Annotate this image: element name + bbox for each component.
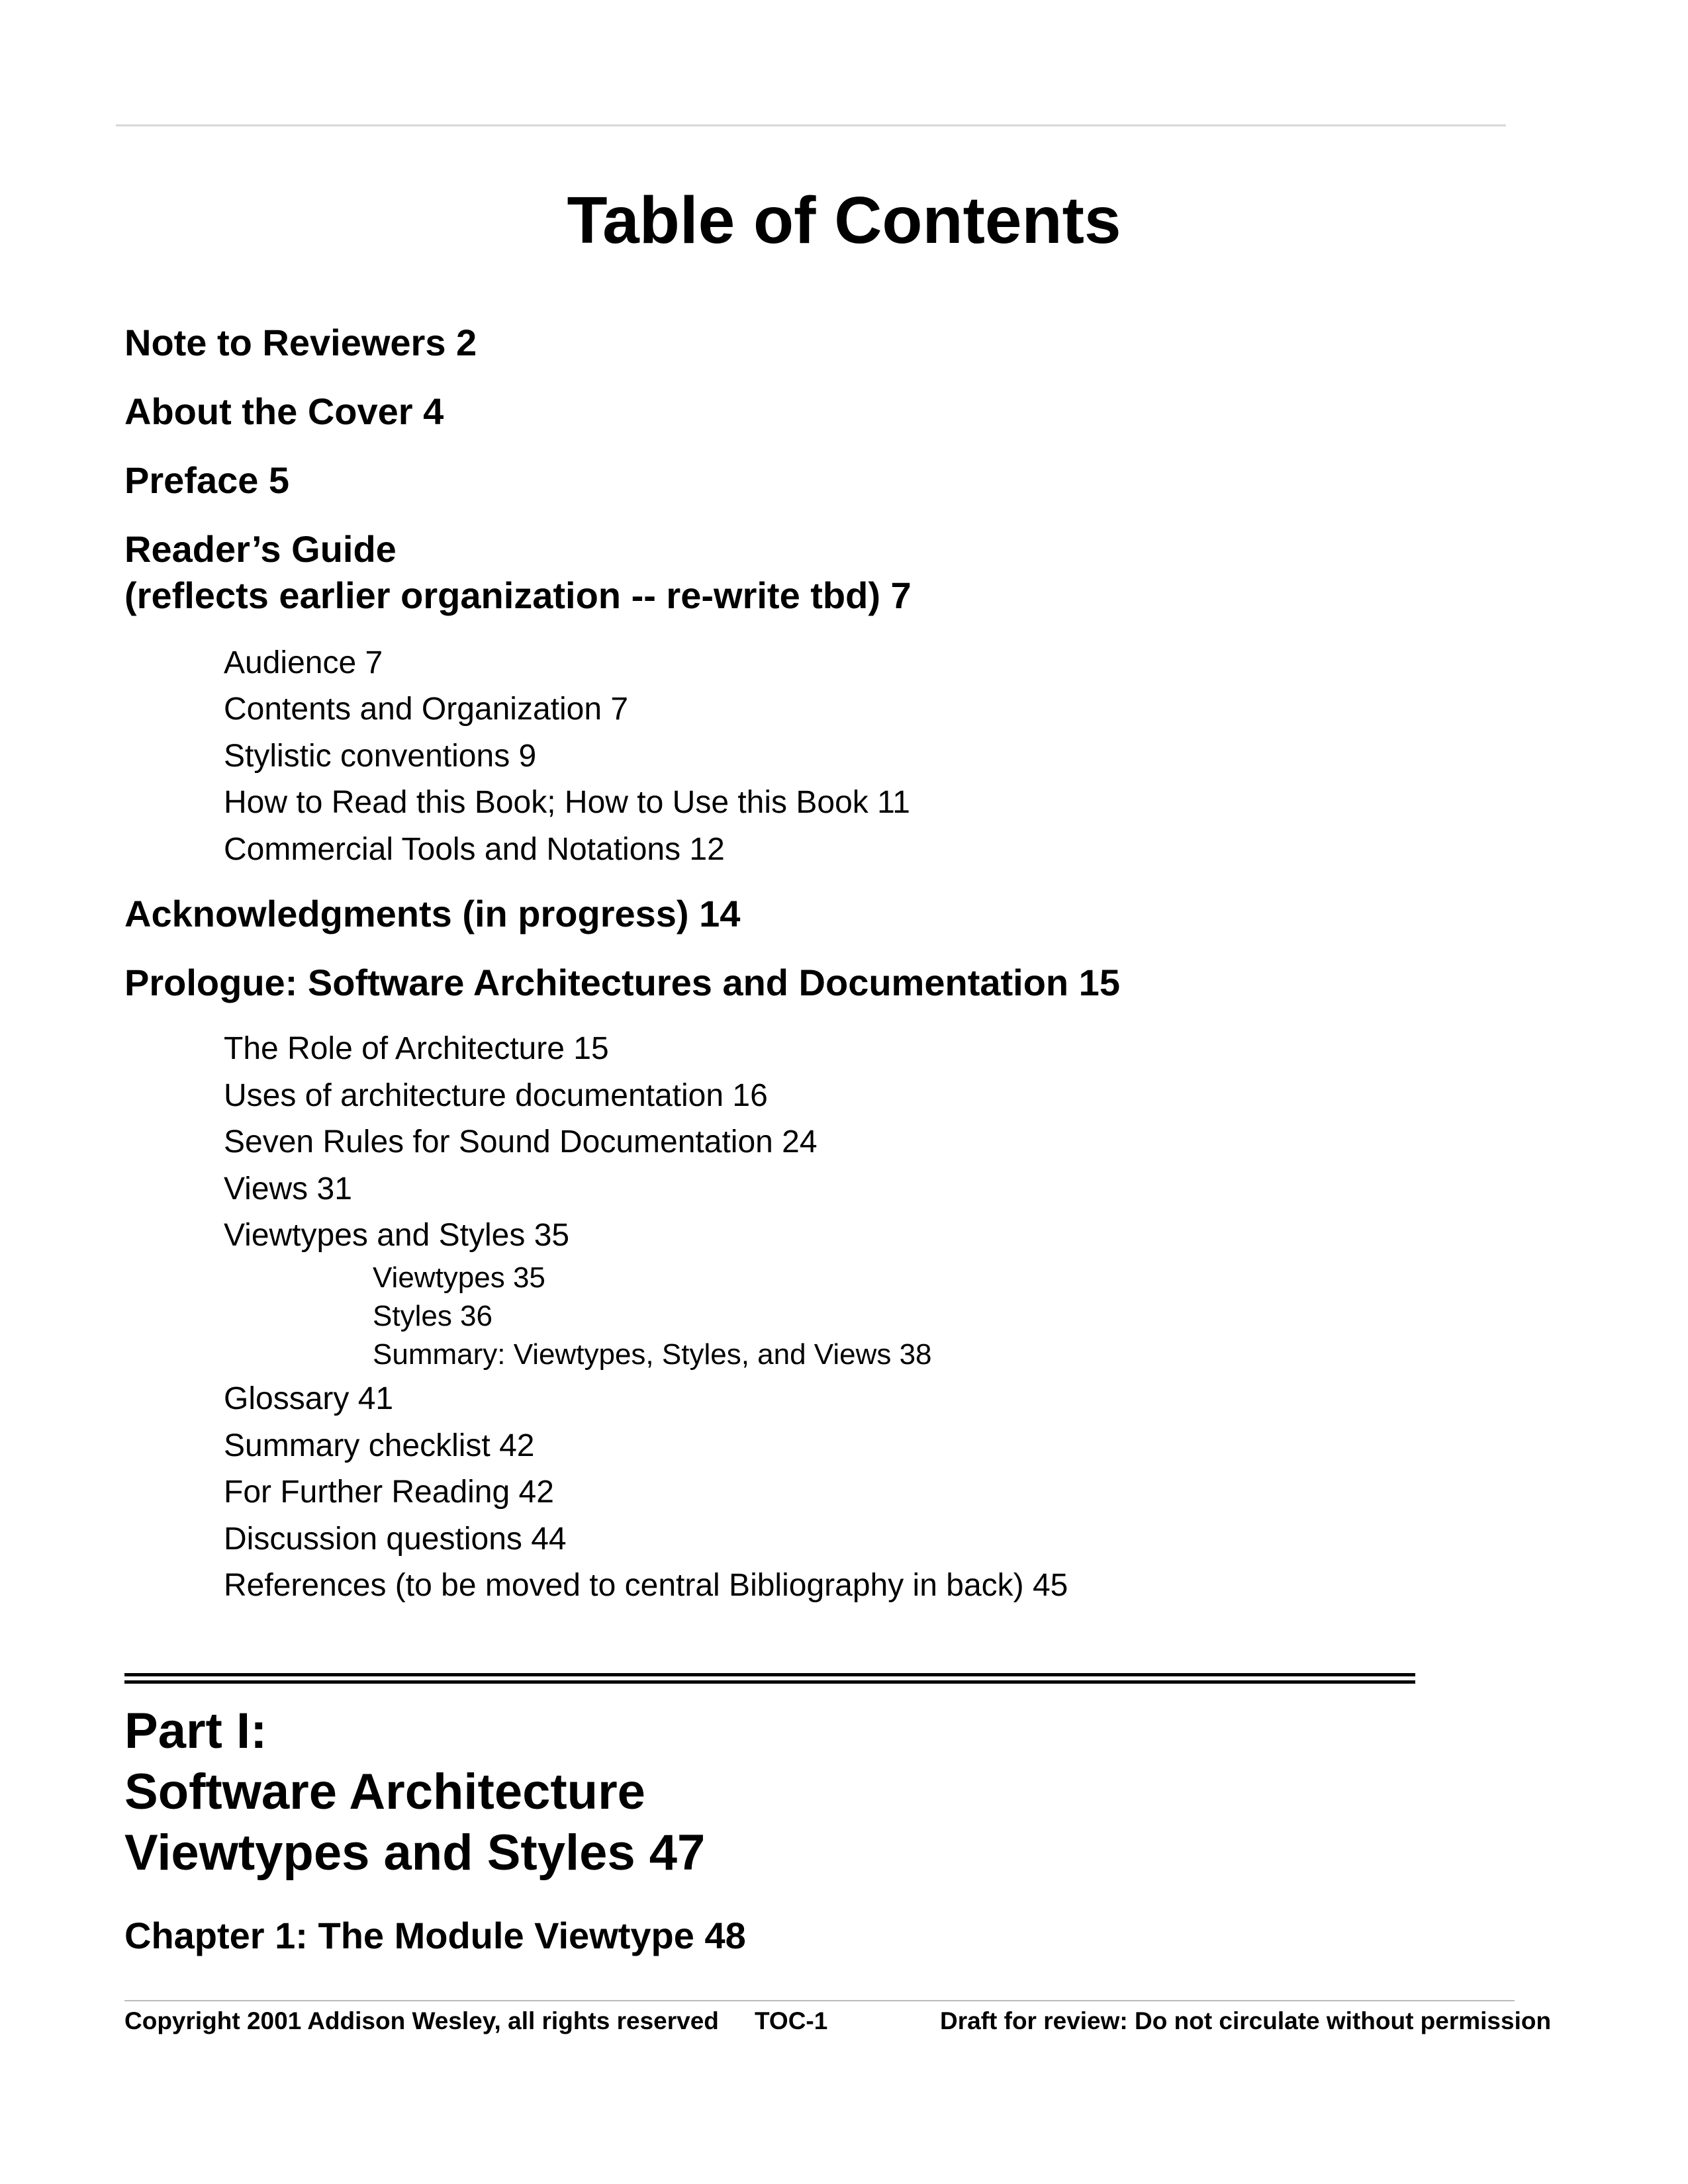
toc-subentry[interactable]: The Role of Architecture 15 [224, 1031, 609, 1066]
toc-subentry[interactable]: Contents and Organization 7 [224, 692, 629, 727]
toc-entry-prologue[interactable]: Prologue: Software Architectures and Documentation 15 [124, 962, 1120, 1003]
toc-subentry[interactable]: Glossary 41 [224, 1381, 394, 1416]
toc-subentry[interactable]: How to Read this Book; How to Use this Book 11 [224, 785, 910, 820]
footer-copyright: Copyright 2001 Addison Wesley, all rights reserved [124, 2007, 719, 2034]
toc-subsubentry[interactable]: Viewtypes 35 [373, 1261, 545, 1294]
toc-subsubentry[interactable]: Styles 36 [373, 1300, 492, 1332]
part-heading-line2: Software Architecture [124, 1764, 645, 1820]
toc-subentry[interactable]: For Further Reading 42 [224, 1475, 554, 1510]
toc-entry-preface[interactable]: Preface 5 [124, 459, 290, 501]
toc-subentry[interactable]: Uses of architecture documentation 16 [224, 1078, 768, 1113]
part-heading-line3: Viewtypes and Styles 47 [124, 1825, 706, 1881]
toc-subentry[interactable]: Seven Rules for Sound Documentation 24 [224, 1124, 818, 1160]
part-heading[interactable] [124, 1701, 705, 1884]
toc-entry-acknowledgments[interactable]: Acknowledgments (in progress) 14 [124, 893, 741, 934]
footer-rule [124, 2000, 1515, 2001]
toc-entry-readers-guide-note[interactable]: (reflects earlier organization -- re-write tbd) 7 [124, 574, 912, 616]
toc-subentry[interactable]: Views 31 [224, 1171, 352, 1206]
toc-subsubentry[interactable]: Summary: Viewtypes, Styles, and Views 38 [373, 1338, 932, 1371]
toc-subentry[interactable]: Discussion questions 44 [224, 1522, 567, 1557]
page-title: Table of Contents [567, 183, 1121, 257]
toc-subentry[interactable]: Stylistic conventions 9 [224, 739, 537, 774]
toc-entry-readers-guide[interactable]: Reader’s Guide [124, 528, 397, 570]
footer-page-number: TOC-1 [755, 2007, 828, 2034]
toc-subentry[interactable]: Commercial Tools and Notations 12 [224, 832, 725, 867]
part-heading-line1: Part I: [124, 1703, 267, 1759]
part-divider [124, 1673, 1415, 1684]
header-rule [116, 124, 1506, 126]
toc-entry-about-the-cover[interactable]: About the Cover 4 [124, 390, 444, 432]
toc-entry-note-to-reviewers[interactable]: Note to Reviewers 2 [124, 322, 477, 363]
toc-subentry[interactable]: Audience 7 [224, 645, 383, 680]
footer-draft-notice: Draft for review: Do not circulate without permission [940, 2007, 1552, 2034]
toc-subentry[interactable]: Viewtypes and Styles 35 [224, 1218, 570, 1253]
toc-entry-chapter-1[interactable]: Chapter 1: The Module Viewtype 48 [124, 1915, 746, 1956]
toc-subentry[interactable]: Summary checklist 42 [224, 1428, 535, 1463]
toc-subentry[interactable]: References (to be moved to central Bibliography in back) 45 [224, 1568, 1068, 1603]
